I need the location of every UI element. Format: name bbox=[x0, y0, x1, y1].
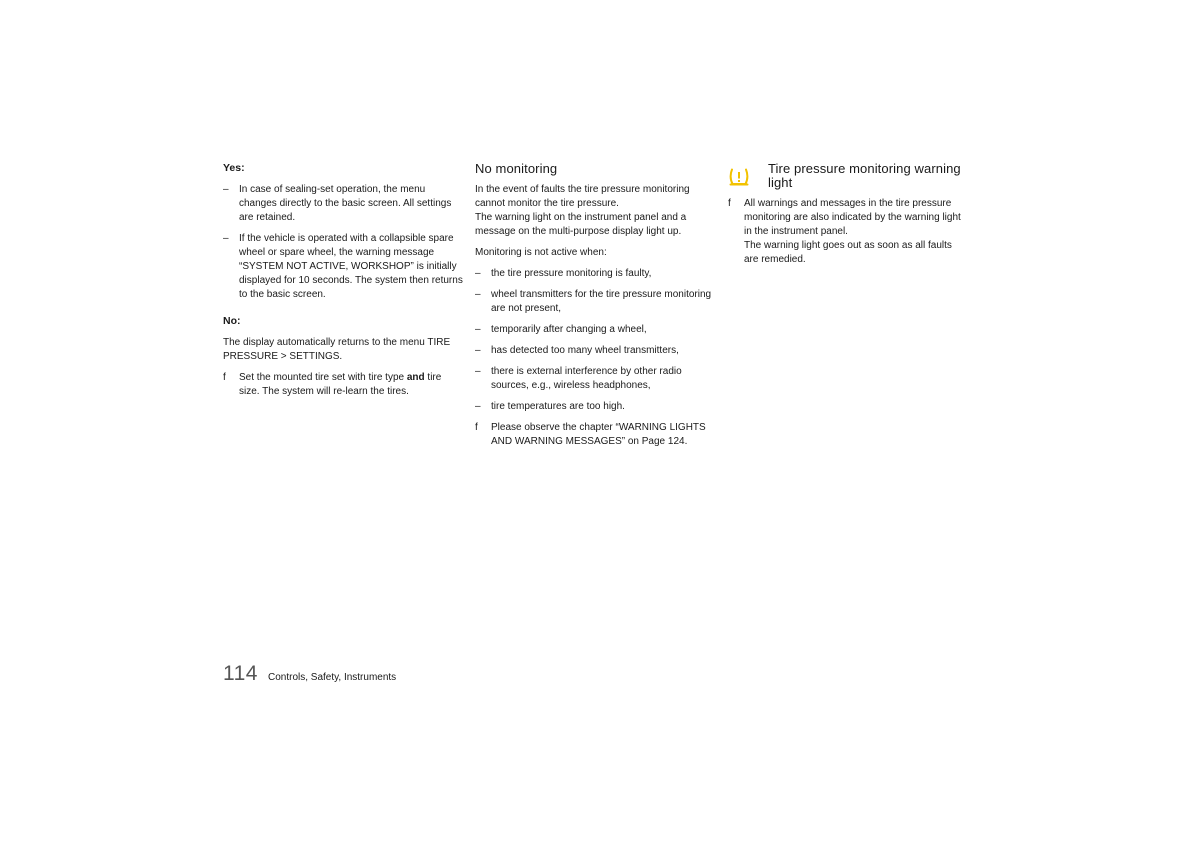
column-left bbox=[223, 160, 463, 406]
column-middle bbox=[475, 160, 715, 456]
action-marker: f bbox=[728, 198, 731, 209]
list-item-text: wheel transmitters for the tire pressure monitoring are not present, bbox=[491, 289, 712, 314]
list-item-text: In case of sealing-set operation, the menu changes directly to the basic screen. All settings are retained. bbox=[239, 184, 452, 223]
column-right bbox=[728, 160, 968, 274]
section-heading: No monitoring bbox=[475, 161, 558, 176]
action-text-pre: Set the mounted tire set with tire type bbox=[239, 372, 407, 383]
list-item bbox=[223, 183, 463, 225]
action-text-bold: and bbox=[406, 372, 425, 383]
action-marker: f bbox=[223, 372, 226, 383]
list-item-text: If the vehicle is operated with a collapsible spare wheel or spare wheel, the warning message “SYSTEM NOT ACTIVE, WORKSHOP” is initially displayed for 10 seconds. The system then returns to the basic screen. bbox=[239, 233, 463, 300]
section-name: Controls, Safety, Instruments bbox=[267, 672, 397, 683]
action-item bbox=[728, 197, 968, 267]
action-text-line: All warnings and messages in the tire pressure monitoring are also indicated by the warning light in the instrument panel. bbox=[744, 198, 961, 237]
heading-block bbox=[728, 162, 968, 190]
page-footer bbox=[223, 662, 396, 688]
action-marker: f bbox=[475, 422, 478, 433]
list-item bbox=[223, 232, 463, 302]
list-item-text: there is external interference by other radio sources, e.g., wireless headphones, bbox=[491, 366, 682, 391]
page-number: 114 bbox=[223, 662, 258, 685]
paragraph: Monitoring is not active when: bbox=[475, 247, 607, 258]
action-text bbox=[744, 198, 961, 265]
action-item bbox=[475, 421, 715, 449]
list-item-text: temporarily after changing a wheel, bbox=[491, 324, 647, 335]
yes-label: Yes: bbox=[223, 162, 245, 174]
action-text: Please observe the chapter “WARNING LIGHTS AND WARNING MESSAGES” on Page 124. bbox=[491, 422, 706, 447]
dash-marker: – bbox=[223, 184, 229, 195]
list-item bbox=[475, 344, 715, 358]
paragraph: The warning light on the instrument panel and a message on the multi-purpose display light up. bbox=[475, 212, 687, 237]
action-text bbox=[239, 372, 441, 397]
dash-marker: – bbox=[475, 268, 481, 279]
paragraph: In the event of faults the tire pressure monitoring cannot monitor the tire pressure. bbox=[475, 184, 690, 209]
dash-marker: – bbox=[223, 233, 229, 244]
dash-marker: – bbox=[475, 401, 481, 412]
no-label: No: bbox=[223, 315, 241, 327]
dash-marker: – bbox=[475, 366, 481, 377]
list-item bbox=[475, 400, 715, 414]
tire-pressure-warning-icon bbox=[728, 168, 750, 186]
list-item-text: tire temperatures are too high. bbox=[491, 401, 625, 412]
dash-marker: – bbox=[475, 345, 481, 356]
list-item bbox=[475, 267, 715, 281]
list-item bbox=[475, 288, 715, 316]
section-heading: Tire pressure monitoring warning light bbox=[768, 161, 961, 190]
action-item bbox=[223, 371, 463, 399]
list-item-text: has detected too many wheel transmitters, bbox=[491, 345, 679, 356]
action-text-post: tire size. The system will re-learn the tires. bbox=[239, 372, 442, 397]
dash-marker: – bbox=[475, 289, 481, 300]
list-item bbox=[475, 365, 715, 393]
no-paragraph: The display automatically returns to the menu TIRE PRESSURE > SETTINGS. bbox=[223, 337, 451, 362]
list-item-text: the tire pressure monitoring is faulty, bbox=[491, 268, 652, 279]
action-text-line: The warning light goes out as soon as all faults are remedied. bbox=[744, 240, 952, 265]
list-item bbox=[475, 323, 715, 337]
dash-marker: – bbox=[475, 324, 481, 335]
